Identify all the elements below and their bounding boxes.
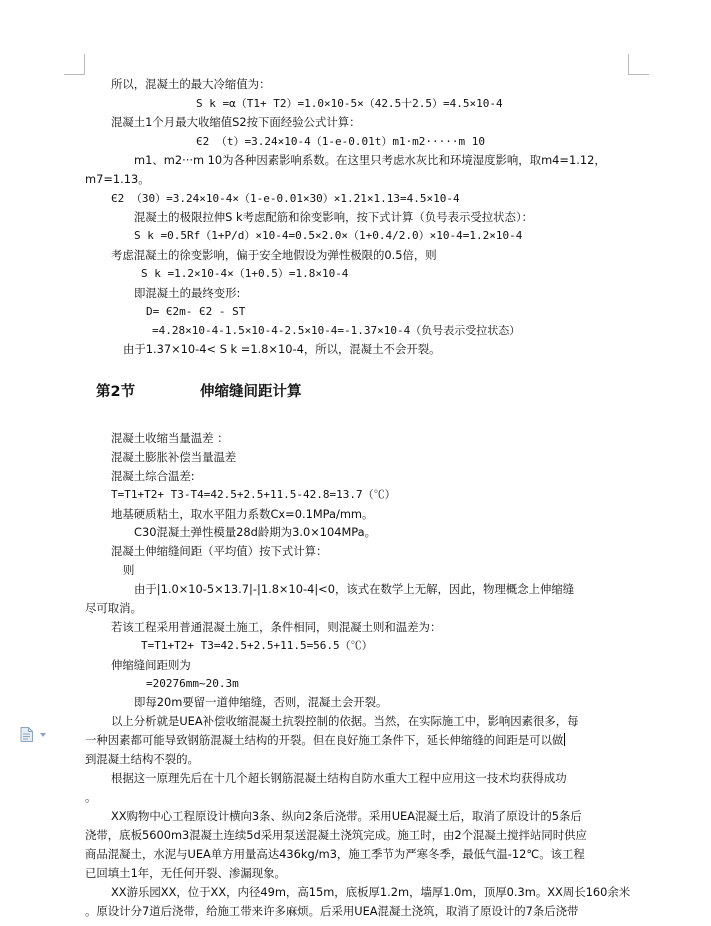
formula-line: Є2 （t）=3.24×10-4（1-e-0.01t）m1·m2·····m 10 bbox=[196, 135, 486, 148]
text-line: 商品混凝土，水泥与UEA单方用量高达436kg/m3，施工季节为严寒冬季，最低气温-12℃。该工程 bbox=[85, 847, 585, 861]
section-number: 第2节 bbox=[96, 384, 136, 400]
text-line: 伸缩缝间距则为 bbox=[111, 658, 191, 672]
chevron-down-icon[interactable] bbox=[40, 733, 46, 737]
text-line: 地基硬质粘土，取水平阻力系数Cx=0.1MPa/mm。 bbox=[111, 507, 374, 521]
section-title: 伸缩缝间距计算 bbox=[200, 384, 302, 400]
text-line: 由于1.37×10-4< S k =1.8×10-4，所以，混凝土不会开裂。 bbox=[123, 342, 441, 356]
formula-line: =20276mm~20.3m bbox=[146, 677, 239, 690]
text-line: 浇带，底板5600m3混凝土连续5d采用泵送混凝土浇筑完成。施工时，由2个混凝土搅拌站同时供应 bbox=[85, 828, 587, 842]
text-cursor bbox=[564, 733, 565, 746]
text-line: 即混凝土的最终变形: bbox=[134, 286, 241, 300]
text-line: 混凝土综合温差: bbox=[111, 469, 195, 483]
text-line: 由于|1.0×10-5×13.7|-|1.8×10-4|<0，该式在数学上无解，因此，物理概念上伸缩缝 bbox=[134, 582, 575, 596]
text-line-content: 一种因素都可能导致钢筋混凝土结构的开裂。但在良好施工条件下，延长伸缩缝的间距是可以做 bbox=[85, 733, 564, 747]
margin-corner-top-left bbox=[64, 54, 85, 75]
text-line: 根据这一原理先后在十几个超长钢筋混凝土结构自防水重大工程中应用这一技术均获得成功 bbox=[111, 771, 567, 785]
text-line: 所以，混凝土的最大冷缩值为： bbox=[111, 77, 271, 91]
text-line: 到混凝土结构不裂的。 bbox=[85, 752, 199, 766]
text-line bbox=[85, 732, 565, 748]
text-line: 。原设计分7道后浇带，给施工带来许多麻烦。后采用UEA混凝土浇筑，取消了原设计的7条后浇带 bbox=[85, 904, 579, 918]
formula-line: S k =0.5Rf（1+P/d）×10-4=0.5×2.0×（1+0.4/2.0）×10-4=1.2×10-4 bbox=[134, 229, 523, 242]
text-line: 若该工程采用普通混凝土施工，条件相同，则混凝土则和温差为： bbox=[111, 620, 442, 634]
formula-line: =4.28×10-4-1.5×10-4-2.5×10-4=-1.37×10-4（负号表示受拉状态） bbox=[152, 324, 521, 337]
formula-line: S k =α（T1+ T2）=1.0×10-5×（42.5十2.5）=4.5×10-4 bbox=[196, 97, 503, 110]
text-line: 混凝土伸缩缝间距（平均值）按下式计算： bbox=[111, 544, 328, 558]
text-line: XX购物中心工程原设计横向3条、纵向2条后浇带。采用UEA混凝土后，取消了原设计的5条后 bbox=[111, 809, 582, 823]
text-line: 考虑混凝土的徐变影响，偏于安全地假设为弹性极限的0.5倍，则 bbox=[111, 248, 437, 262]
text-line: 。 bbox=[85, 790, 97, 804]
formula-line: T=T1+T2+ T3-T4=42.5+2.5+11.5-42.8=13.7（℃） bbox=[111, 488, 396, 501]
text-line: 尽可取消。 bbox=[85, 601, 142, 615]
text-line: XX游乐园XX，位于XX，内径49m，高15m，底板厚1.2m，墙厚1.0m，顶厚0.3m。XX周长160余米 bbox=[111, 885, 631, 899]
text-line: 混凝土1个月最大收缩值S2按下面经验公式计算： bbox=[111, 115, 361, 129]
text-line: C30混凝土弹性模量28d龄期为3.0×104MPa。 bbox=[134, 525, 377, 539]
text-line: 混凝土的极限拉伸S k考虑配筋和徐变影响，按下式计算（负号表示受拉状态）： bbox=[134, 210, 534, 224]
document-icon[interactable] bbox=[20, 727, 33, 742]
formula-line: D= Є2m- Є2 - ST bbox=[146, 305, 246, 318]
text-line: 混凝土收缩当量温差 ： bbox=[111, 431, 229, 445]
margin-corner-top-right bbox=[628, 54, 649, 75]
formula-line: S k =1.2×10-4×（1+0.5）=1.8×10-4 bbox=[141, 267, 349, 280]
text-line: 即每20m要留一道伸缩缝，否则，混凝土会开裂。 bbox=[134, 695, 388, 709]
formula-line: Є2 （30）=3.24×10-4×（1-e-0.01×30）×1.21×1.13=4.5×10-4 bbox=[111, 192, 460, 205]
text-line: 则 bbox=[123, 563, 135, 577]
formula-line: T=T1+T2+ T3=42.5+2.5+11.5=56.5（℃） bbox=[141, 639, 373, 652]
text-line: 已回填土1年，无任何开裂、渗漏现象。 bbox=[85, 866, 286, 880]
text-line: m7=1.13。 bbox=[85, 172, 150, 186]
text-line: 以上分析就是UEA补偿收缩混凝土抗裂控制的依据。当然，在实际施工中，影响因素很多，每 bbox=[111, 714, 579, 728]
text-line: 混凝土膨胀补偿当量温差 bbox=[111, 450, 237, 464]
text-line: m1、m2···m 10为各种因素影响系数。在这里只考虑水灰比和环境湿度影响，取m4=1.12， bbox=[134, 153, 606, 167]
